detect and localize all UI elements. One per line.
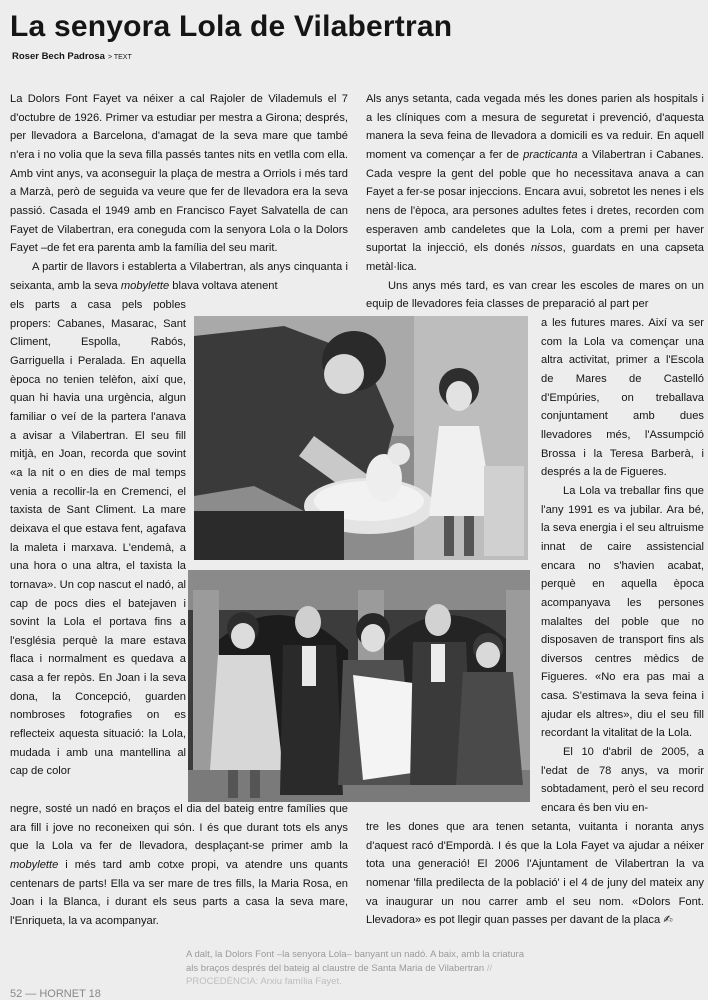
paragraph-bateig-a: negre, sosté un nadó en braços el dia del bateig entre famílies que ara fill i jove no reconeixen qui són. I és que durant tots els anys que la Lola va fer de llevadora, desplaçant-se primer amb la	[10, 803, 348, 853]
paragraph-setanta-b: a Vilabertran i Cabanes. Cada vespre la gent del poble que ho necessitava anava a can Fayet a fer-se posar injeccions. Encara avui, sobretot les nenes i els nens de l'època, ara persones adultes fetes i dretes, recorden com esperaven amb candeletes que la Lola, com a premi per haver suportat la injecció, els donés	[366, 148, 704, 255]
author-name: Roser Bech Padrosa	[12, 51, 105, 62]
paragraph-setanta	[366, 90, 704, 277]
right-column-narrow	[541, 314, 704, 818]
left-column-narrow	[10, 296, 186, 781]
emphasis-mobylette: mobylette	[120, 279, 170, 292]
photo-baptism-image	[188, 570, 530, 802]
paragraph-llegat	[366, 818, 704, 930]
paragraph-intro: La Dolors Font Fayet va néixer a cal Rajoler de Vilademuls el 7 d'octubre de 1926. Primer va estudiar per mestra a Girona; després, per llevadora a Barcelona, d'amagat de la seva mare que també n'era i no volia que la seva filla passés tantes nits en vetlla com ella. Amb vint anys, va aconseguir la plaça de mestra a Orriols i més tard a Marzà, però de seguida va veure que fer de llevadora era la seva passió. Casada el 1949 amb en Francisco Fayet Salvatella de can Fayet de Vilabertran, era coneguda com la senyora Lola o la Dolors Fayet –de fet era parenta amb la família del seu marit.	[10, 93, 348, 255]
paragraph-bateig	[10, 800, 348, 931]
page-footer: 52 — HORNET 18	[10, 988, 101, 1000]
left-column-top	[10, 90, 348, 295]
end-mark-icon: ✍	[663, 914, 673, 927]
caption-source: // PROCEDÈNCIA: Arxiu família Fayet.	[186, 962, 493, 987]
paragraph-setanta-a: Als anys setanta, cada vegada més les dones parien als hospitals i a les clíniques com a mesura de seguretat i prevenció, d'aquesta manera la seva feina de llevadora a domicili es va reduir. En aquell moment va començar a fer de	[366, 93, 704, 161]
paragraph-futures-mares: a les futures mares. Així va ser com la Lola va començar una altra activitat, primer a l'Escola de Mares de Castelló d'Empúries, on treballava conjuntament amb dues llevadores més, l'Assumpció Brossa i la Teresa Barberà, i després a la de Figueres.	[541, 317, 704, 479]
paragraph-mort: El 10 d'abril de 2005, a l'edat de 78 anys, va morir sobtadament, però el seu record encara és ben viu en-	[541, 746, 704, 815]
caption-text: A dalt, la Dolors Font –la senyora Lola– banyant un nadó. A baix, amb la criatura als braços després del bateig al claustre de Santa Maria de Vilabertran	[186, 949, 524, 974]
paragraph-bateig-b: i més tard amb cotxe propi, va atendre uns quants centenars de parts! Ella va ser mare de tres fills, la Maria Rosa, en Joan i la Blanca, i durant els seus parts a casa la seva mare, l'Enriqueta, la va acompanyar.	[10, 858, 348, 927]
paragraph-setanta-c: , guardats en una capseta metàl·lica.	[366, 242, 704, 273]
emphasis-mobylette-2: mobylette	[10, 858, 59, 871]
photo-baptism-cloister	[188, 570, 530, 802]
right-column-top	[366, 90, 704, 314]
photo-caption	[186, 948, 526, 989]
photo-bathing-baby-image	[194, 316, 528, 560]
paragraph-vilabertran: A partir de llavors i establerta a Vilabertran, als anys cinquanta i seixanta, amb la seva mobylette blava voltava atenent	[10, 260, 348, 292]
paragraph-vilabertran-start: A partir de llavors i establerta a Vilabertran, als anys cinquanta i seixanta, amb la seva	[10, 260, 348, 292]
paragraph-parts-pobles: els parts a casa pels pobles propers: Cabanes, Masarac, Sant Climent, Espolla, Rabós, Garriguella i Peralada. En aquella època no tenien telèfon, així que, quan hi havia una urgència, algun familiar o veí de la partera l'anava a avisar a Vilabertran. El seu fill mitjà, en Joan, recorda que sovint «a la nit o en dies de mal temps venia a recollir-la en Cremenci, el taxista de Sant Climent. La mare deixava el que estava fent, agafava la maleta i marxava. L'endemà, a una hora o una altra, el taxista la tornava». Un cop nascut el nadó, al cap de pocs dies el batejaven i sovint la Lola el portava fins a l'església perquè la mare estava flaca i normalment es quedava a casa a fer repòs. En Joan i la seva dona, la Concepció, guarden nombroses fotografies on es reflecteix aquesta situació: la Lola, mudada i amb una mantellina al cap de color	[10, 299, 186, 778]
right-column-bottom	[366, 818, 704, 930]
paragraph-escoles-mares: Uns anys més tard, es van crear les escoles de mares on un equip de llevadores feia classes de preparació al part per	[366, 279, 704, 311]
byline	[12, 51, 132, 62]
paragraph-jubilacio: La Lola va treballar fins que l'any 1991 es va jubilar. Ara bé, la seva energia i el seu altruisme innat de caire assistencial encara no s'havien acabat, perquè en aquella època acompanyava les persones malaltes del poble que no disposaven de transport fins als diversos centres mèdics de Figueres. «No era pas mai a casa. S'estimava la seva feina i ajudar els altres», diu el seu fill recordant la vitalitat de la Lola.	[541, 484, 704, 740]
emphasis-practicanta: practicanta	[523, 148, 578, 161]
paragraph-llegat-text: tre les dones que ara tenen setanta, vuitanta i noranta anys d'aquest racó d'Empordà. I és que la Lola Fayet va ajudar a néixer tota una generació! El 2006 l'Ajuntament de Vilabertran la va nomenar 'filla predilecta de la població' i el 4 de juny del mateix any va inaugurar un nou carrer amb el seu nom. «Dolors Font. Llevadora» es pot llegir quan passes per davant de la placa	[366, 821, 704, 927]
left-column-bottom	[10, 800, 348, 931]
photo-bathing-baby	[194, 316, 528, 560]
emphasis-nissos: nissos	[530, 242, 563, 255]
article-title: La senyora Lola de Vilabertran	[10, 10, 453, 43]
author-role-tag: > TEXT	[107, 54, 132, 61]
